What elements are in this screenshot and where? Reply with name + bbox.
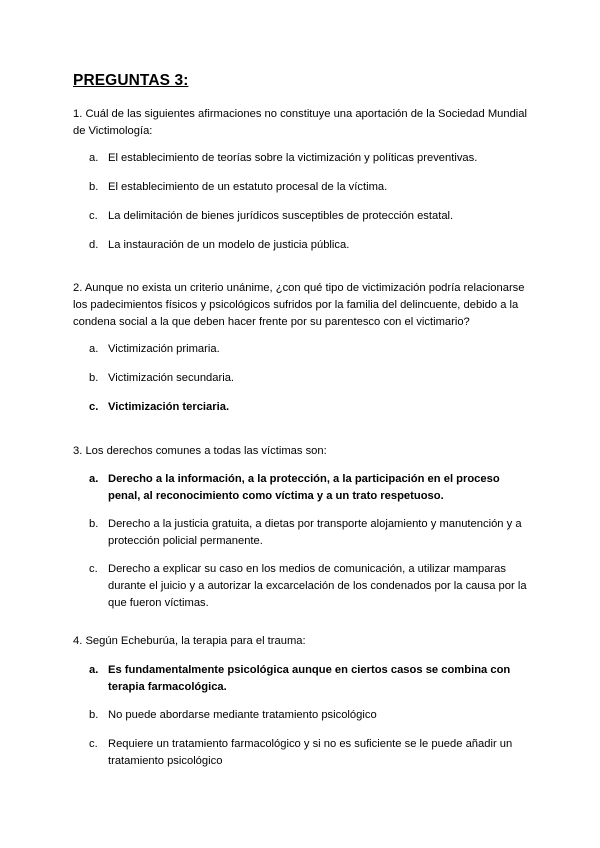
option-letter: c.	[89, 401, 99, 413]
question-1-option-a	[89, 150, 529, 167]
page-title: PREGUNTAS 3:	[73, 72, 189, 89]
question-1-option-c	[89, 208, 529, 225]
question-4-option-b	[89, 707, 529, 724]
option-text: El establecimiento de un estatuto procesal de la víctima.	[108, 181, 388, 193]
option-text: Derecho a la información, a la protección, a la participación en el proceso penal, al reconocimiento como víctima y a un trato respetuoso.	[108, 473, 500, 502]
option-text: Derecho a explicar su caso en los medios de comunicación, a utilizar mamparas durante el juicio y a autorizar la excarcelación de los condenados por la causa por la que fueron víctimas.	[108, 563, 527, 609]
question-4-option-a	[89, 662, 529, 696]
option-letter: b.	[89, 372, 99, 384]
option-text: Victimización primaria.	[108, 343, 220, 355]
option-letter: d.	[89, 239, 99, 251]
option-letter: b.	[89, 518, 99, 530]
question-2-option-a	[89, 341, 529, 358]
question-3-option-c	[89, 561, 529, 612]
question-2-text: 2. Aunque no exista un criterio unánime, ¿con qué tipo de victimización podría relacionarse los padecimientos físicos y psicológicos sufridos por la familia del delincuente, debido a la condena social a la que deben hacer frente por su parentesco con el victimario?	[73, 282, 525, 328]
question-3-option-a	[89, 471, 529, 505]
option-text: Victimización terciaria.	[108, 401, 230, 413]
option-letter: c.	[89, 210, 98, 222]
question-2-option-b	[89, 370, 529, 387]
option-text: Victimización secundaria.	[108, 372, 235, 384]
question-2-option-c	[89, 399, 529, 416]
question-1-text: 1. Cuál de las siguientes afirmaciones no constituye una aportación de la Sociedad Mundial de Victimología:	[73, 108, 527, 137]
option-text: La delimitación de bienes jurídicos susceptibles de protección estatal.	[108, 210, 454, 222]
question-4-option-c	[89, 736, 529, 770]
option-text: La instauración de un modelo de justicia pública.	[108, 239, 350, 251]
option-letter: a.	[89, 664, 99, 676]
option-text: Derecho a la justicia gratuita, a dietas por transporte alojamiento y manutención y a protección policial permanente.	[108, 518, 522, 547]
question-1-option-d	[89, 237, 529, 254]
option-letter: b.	[89, 181, 99, 193]
option-text: No puede abordarse mediante tratamiento psicológico	[108, 709, 377, 721]
question-3-option-b	[89, 516, 529, 550]
question-1-option-b	[89, 179, 529, 196]
option-letter: b.	[89, 709, 99, 721]
question-4-text: 4. Según Echeburúa, la terapia para el trauma:	[73, 635, 306, 647]
option-text: El establecimiento de teorías sobre la victimización y políticas preventivas.	[108, 152, 478, 164]
option-text: Requiere un tratamiento farmacológico y si no es suficiente se le puede añadir un tratamiento psicológico	[108, 738, 513, 767]
question-3-text: 3. Los derechos comunes a todas las víctimas son:	[73, 445, 327, 457]
option-text: Es fundamentalmente psicológica aunque en ciertos casos se combina con terapia farmacológica.	[108, 664, 511, 693]
option-letter: a.	[89, 473, 99, 485]
option-letter: a.	[89, 343, 99, 355]
option-letter: c.	[89, 563, 98, 575]
option-letter: c.	[89, 738, 98, 750]
option-letter: a.	[89, 152, 99, 164]
